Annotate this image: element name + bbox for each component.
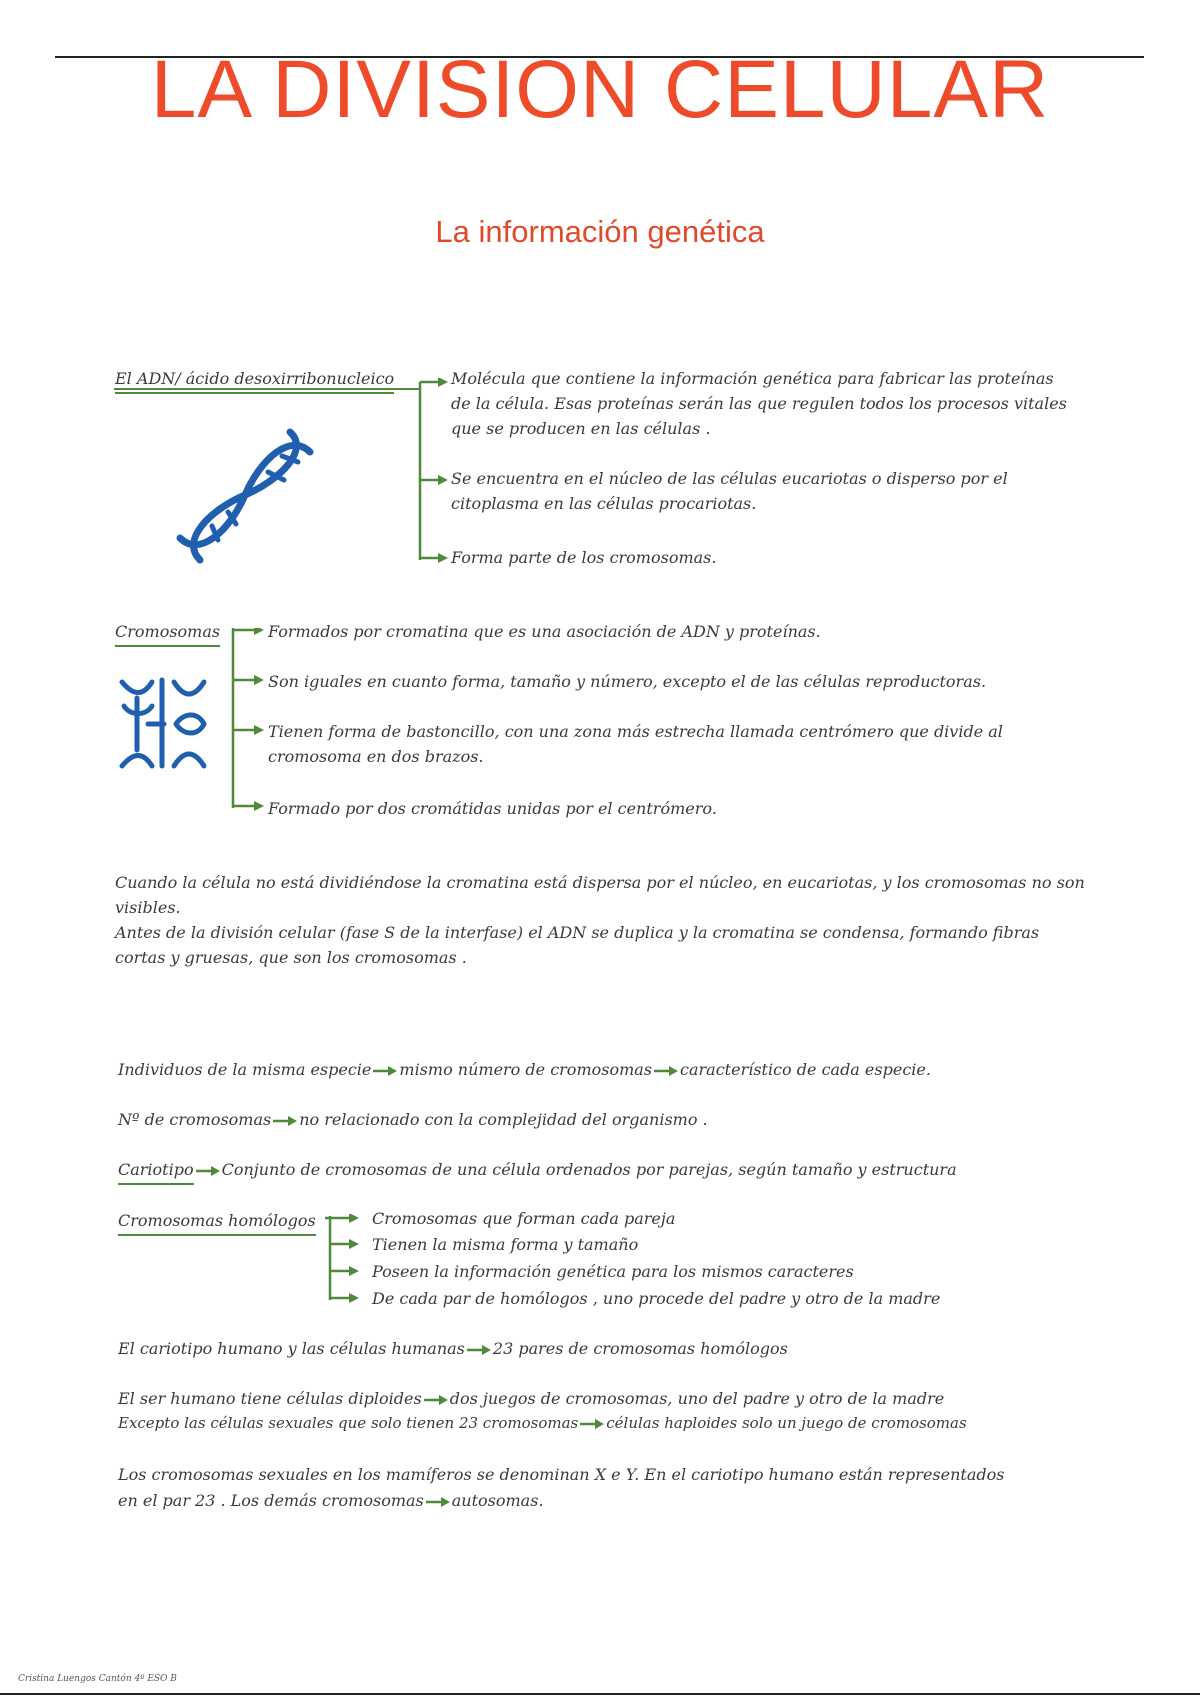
humano-diploides-b: dos juegos de cromosomas, uno del padre y otro de la madre xyxy=(449,1389,945,1408)
arrow-icon xyxy=(424,1394,448,1406)
fact-numero-a: Nº de cromosomas xyxy=(118,1110,272,1129)
cromosomas-label-text: Cromosomas xyxy=(115,619,220,647)
fact-cariotipo xyxy=(118,1157,957,1185)
cariotipo-label: Cariotipo xyxy=(118,1157,194,1185)
fact-especie-c: característico de cada especie. xyxy=(680,1060,931,1079)
arrow-icon xyxy=(580,1418,604,1430)
fact-especie xyxy=(118,1057,931,1082)
adn-item-3: Forma parte de los cromosomas. xyxy=(451,548,717,567)
humano-sexuales-2 xyxy=(118,1488,544,1513)
footer-author: Cristina Luengos Cantón 4º ESO B xyxy=(18,1674,177,1684)
humano-sexuales-1: Los cromosomas sexuales en los mamíferos se denominan X e Y. En el cariotipo humano están representados xyxy=(118,1465,1005,1484)
arrow-icon xyxy=(273,1115,297,1127)
cromosomas-label xyxy=(115,619,220,647)
cromosomas-item-1: Formados por cromatina que es una asociación de ADN y proteínas. xyxy=(268,622,821,641)
cromosomas-item-2: Son iguales en cuanto forma, tamaño y número, excepto el de las células reproductoras. xyxy=(268,672,987,691)
page-title: LA DIVISION CELULAR xyxy=(150,44,1050,135)
humano-haploides-a: Excepto las células sexuales que solo tienen 23 cromosomas xyxy=(118,1414,579,1432)
humano-cariotipo-a: El cariotipo humano y las células humanas xyxy=(118,1339,465,1358)
humano-sexuales-2a: en el par 23 . Los demás cromosomas xyxy=(118,1491,424,1510)
arrow-icon xyxy=(654,1065,678,1077)
arrow-icon xyxy=(467,1344,491,1356)
humano-diploides-a: El ser humano tiene células diploides xyxy=(118,1389,422,1408)
paragraph-cromatina: Cuando la célula no está dividiéndose la cromatina está dispersa por el núcleo, en eucariotas, y los cromosomas no son visibles. xyxy=(115,873,1085,917)
cromosomas-item-3: Tienen forma de bastoncillo, con una zona más estrecha llamada centrómero que divide al cromosoma en dos brazos. xyxy=(268,722,1003,766)
humano-cariotipo-b: 23 pares de cromosomas homólogos xyxy=(492,1339,788,1358)
humano-cariotipo xyxy=(118,1336,788,1361)
adn-underline xyxy=(114,388,420,390)
fact-numero xyxy=(118,1107,708,1132)
adn-label-text: El ADN/ ácido desoxirribonucleico xyxy=(115,366,394,394)
arrow-icon xyxy=(373,1065,397,1077)
adn-item-1: Molécula que contiene la información genética para fabricar las proteínas de la célula. Esas proteínas serán las que regulen todos los procesos vitales que se producen en las células . xyxy=(451,369,1067,438)
fact-especie-a: Individuos de la misma especie xyxy=(118,1060,372,1079)
page-subtitle: La información genética xyxy=(435,214,765,249)
cariotipo-text: Conjunto de cromosomas de una célula ordenados por parejas, según tamaño y estructura xyxy=(221,1160,957,1179)
homologos-label-text: Cromosomas homólogos xyxy=(118,1208,316,1236)
bottom-rule xyxy=(0,1693,1200,1695)
cromosomas-item-4: Formado por dos cromátidas unidas por el centrómero. xyxy=(268,799,717,818)
homologos-item-2: Tienen la misma forma y tamaño xyxy=(372,1235,639,1254)
dna-icon xyxy=(170,420,320,570)
chromosome-icon xyxy=(118,676,218,772)
fact-especie-b: mismo número de cromosomas xyxy=(399,1060,653,1079)
adn-bracket xyxy=(300,378,460,578)
arrow-icon xyxy=(426,1496,450,1508)
humano-diploides xyxy=(118,1386,944,1411)
arrow-icon xyxy=(196,1165,220,1177)
homologos-item-4: De cada par de homólogos , uno procede del padre y otro de la madre xyxy=(372,1289,941,1308)
homologos-item-3: Poseen la información genética para los mismos caracteres xyxy=(372,1262,854,1281)
paragraph-division: Antes de la división celular (fase S de la interfase) el ADN se duplica y la cromatina se condensa, formando fibras cortas y gruesas, que son los cromosomas . xyxy=(115,923,1040,967)
adn-item-2: Se encuentra en el núcleo de las células eucariotas o disperso por el citoplasma en las células procariotas. xyxy=(451,469,1008,513)
homologos-item-1: Cromosomas que forman cada pareja xyxy=(372,1209,676,1228)
humano-sexuales-2b: autosomas. xyxy=(451,1491,544,1510)
homologos-label xyxy=(118,1208,316,1236)
humano-haploides-b: células haploides solo un juego de cromosomas xyxy=(606,1414,967,1432)
homologos-bracket xyxy=(325,1214,375,1314)
humano-haploides xyxy=(118,1411,967,1436)
fact-numero-b: no relacionado con la complejidad del organismo . xyxy=(299,1110,708,1129)
